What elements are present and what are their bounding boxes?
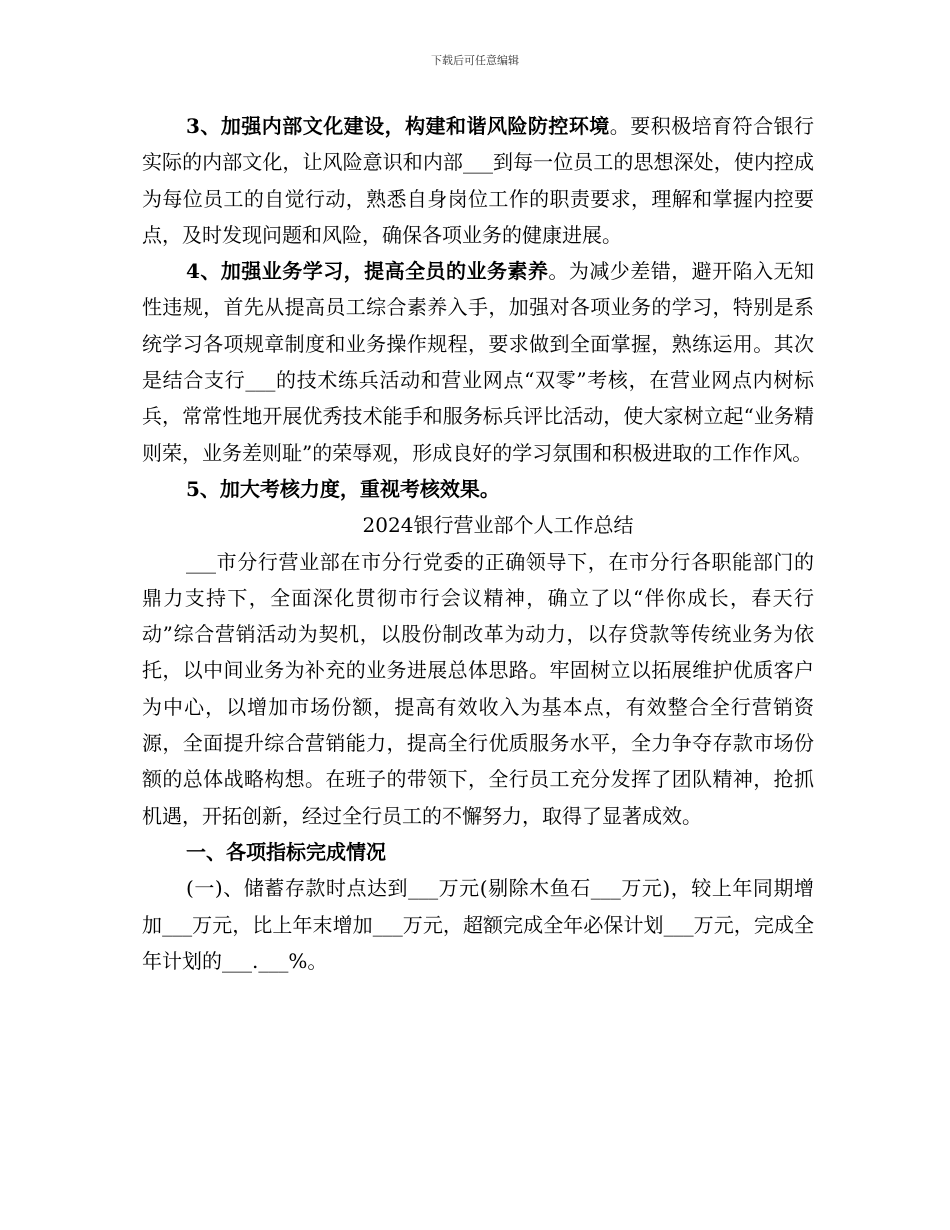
section-3-heading: 3、加强内部文化建设，构建和谐风险防控环境 — [186, 114, 610, 138]
section-3-text: 。要积极培育符合银行实际的内部文化，让风险意识和内部___到每一位员工的思想深处，使内控成为每位员工的自觉行动，熟悉自身岗位工作的职责要求，理解和掌握内控要点，及时发现问题和风险，确保各项业务的健康进展。 — [142, 114, 815, 247]
section-one-item-1: (一)、储蓄存款时点达到___万元(剔除木鱼石___万元)，较上年同期增加___万元，比上年末增加___万元，超额完成全年必保计划___万元，完成全年计划的___.___%。 — [142, 876, 814, 973]
section-4-text: 。为减少差错，避开陷入无知性违规，首先从提高员工综合素养入手，加强对各项业务的学习，特别是系统学习各项规章制度和业务操作规程，要求做到全面掌握，熟练运用。其次是结合支行___的技术练兵活动和营业网点“双零”考核，在营业网点内树标兵，常常性地开展优秀技术能手和服务标兵评比活动，使大家树立起“业务精则荣，业务差则耻”的荣辱观，形成良好的学习氛围和积极进取的工作作风。 — [142, 259, 815, 465]
document-title: 2024银行营业部个人工作总结 — [362, 513, 634, 538]
page-header-note: 下载后可任意编辑 — [431, 54, 519, 67]
document-body — [142, 108, 814, 979]
paragraph-section-4 — [142, 253, 814, 471]
section-5-heading: 5、加大考核力度，重视考核效果。 — [186, 476, 500, 501]
section-4-heading: 4、加强业务学习，提高全员的业务素养 — [186, 259, 549, 284]
paragraph-section-3 — [142, 108, 814, 253]
intro-paragraph: ___市分行营业部在市分行党委的正确领导下，在市分行各职能部门的鼎力支持下，全面深化贯彻市行会议精神，确立了以“伴你成长，春天行动”综合营销活动为契机，以股份制改革为动力，以存贷款等传统业务为依托，以中间业务为补充的业务进展总体思路。牢固树立以拓展维护优质客户为中心，以增加市场份额，提高有效收入为基本点，有效整合全行营销资源，全面提升综合营销能力，提高全行优质服务水平，全力争夺存款市场份额的总体战略构想。在班子的带领下，全行员工充分发挥了团队精神，抢抓机遇，开拓创新，经过全行员工的不懈努力，取得了显著成效。 — [142, 549, 814, 828]
section-one-heading: 一、各项指标完成情况 — [186, 839, 386, 864]
